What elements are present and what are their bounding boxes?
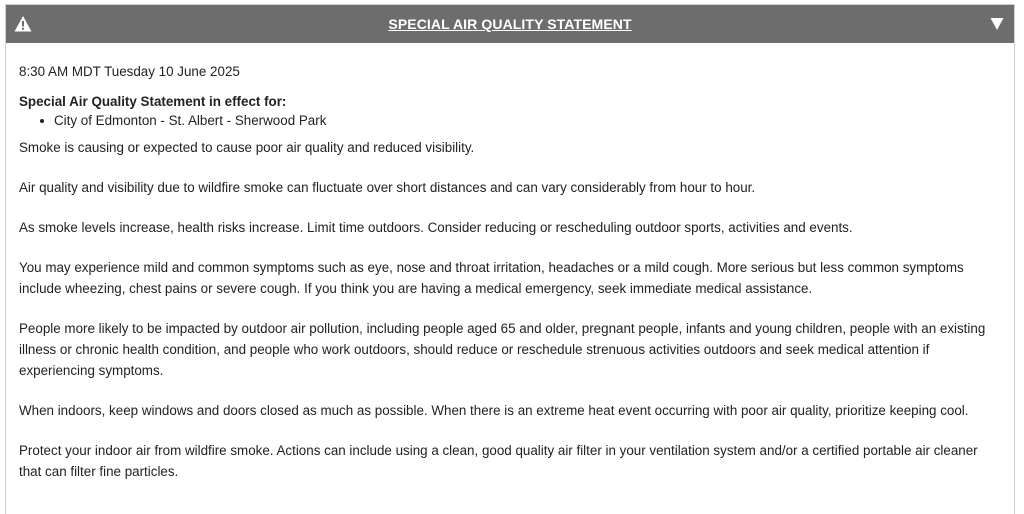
alert-body [6,43,1014,482]
statement-paragraph-health-risks: As smoke levels increase, health risks increase. Limit time outdoors. Consider reducing or rescheduling outdoor sports, activities and events. [19,220,853,235]
warning-triangle-icon [14,15,32,33]
region-item: City of Edmonton - St. Albert - Sherwood Park [39,112,1014,130]
statement-paragraph-indoors: When indoors, keep windows and doors closed as much as possible. When there is an extreme heat event occurring with poor air quality, prioritize keeping cool. [19,403,969,418]
issued-timestamp: 8:30 AM MDT Tuesday 10 June 2025 [19,64,240,79]
alert-header[interactable] [6,5,1014,43]
statement-paragraph-at-risk: People more likely to be impacted by outdoor air pollution, including people aged 65 and older, pregnant people, infants and young children, people with an existing illness or chronic health condition, and people who work outdoors, should reduce or reschedule strenuous activities outdoors and seek medical attention if experiencing symptoms. [19,321,986,378]
statement-paragraph-smoke: Smoke is causing or expected to cause poor air quality and reduced visibility. [19,140,475,155]
alert-panel [5,4,1015,514]
region-list [19,112,1014,130]
statement-paragraph-indoor-air: Protect your indoor air from wildfire smoke. Actions can include using a clean, good quality air filter in your ventilation system and/or a certified portable air cleaner that can filter fine particles. [19,443,978,479]
statement-paragraph-fluctuation: Air quality and visibility due to wildfire smoke can fluctuate over short distances and can vary considerably from hour to hour. [19,180,756,195]
effect-heading: Special Air Quality Statement in effect for: [19,94,287,109]
statement-paragraph-symptoms: You may experience mild and common symptoms such as eye, nose and throat irritation, headaches or a mild cough. More serious but less common symptoms include wheezing, chest pains or severe cough. If you think you are having a medical emergency, seek immediate medical assistance. [19,260,964,296]
collapse-triangle-icon[interactable] [990,17,1004,31]
alert-title-link[interactable]: SPECIAL AIR QUALITY STATEMENT [388,16,632,32]
